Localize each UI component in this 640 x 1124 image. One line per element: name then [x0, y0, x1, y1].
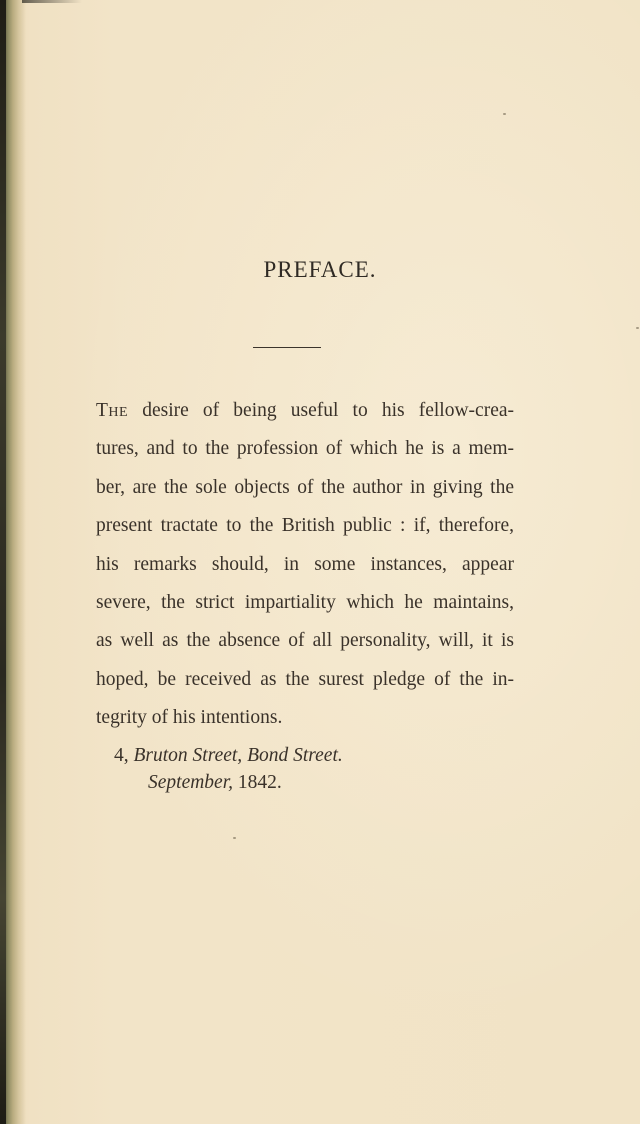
address-street-2: Bond Street. [247, 745, 343, 766]
paragraph-line: his remarks should, in some instances, appear [96, 553, 514, 575]
paper-speck [636, 327, 639, 329]
signoff-date [148, 772, 282, 794]
line-text: desire of being useful to his fellow-crea- [128, 400, 514, 421]
book-spine-edge [0, 0, 6, 1124]
date-month: September, [148, 772, 234, 793]
page-title: PREFACE. [263, 257, 377, 282]
paragraph-line: present tractate to the British public : if, therefore, [96, 515, 514, 537]
preface-paragraph [96, 392, 514, 738]
paragraph-line [96, 392, 514, 430]
paragraph-line: ber, are the sole objects of the author in giving the [96, 476, 514, 498]
signoff-address [114, 745, 343, 767]
paper-speck [233, 837, 236, 839]
small-caps-lead: The [96, 400, 129, 421]
paragraph-line: severe, the strict impartiality which he maintains, [96, 592, 514, 614]
title-rule [253, 347, 321, 348]
paragraph-line: as well as the absence of all personality, will, it is [96, 630, 514, 652]
paragraph-line: tures, and to the profession of which he is a mem- [96, 438, 514, 460]
paragraph-line: hoped, be received as the surest pledge of the in- [96, 668, 514, 690]
paragraph-line: tegrity of his intentions. [96, 707, 283, 729]
address-street-1: Bruton Street, [133, 745, 243, 766]
page-top-mark [22, 0, 82, 3]
paper-speck [503, 113, 506, 115]
date-year: 1842. [237, 772, 282, 793]
address-number: 4, [114, 745, 129, 766]
